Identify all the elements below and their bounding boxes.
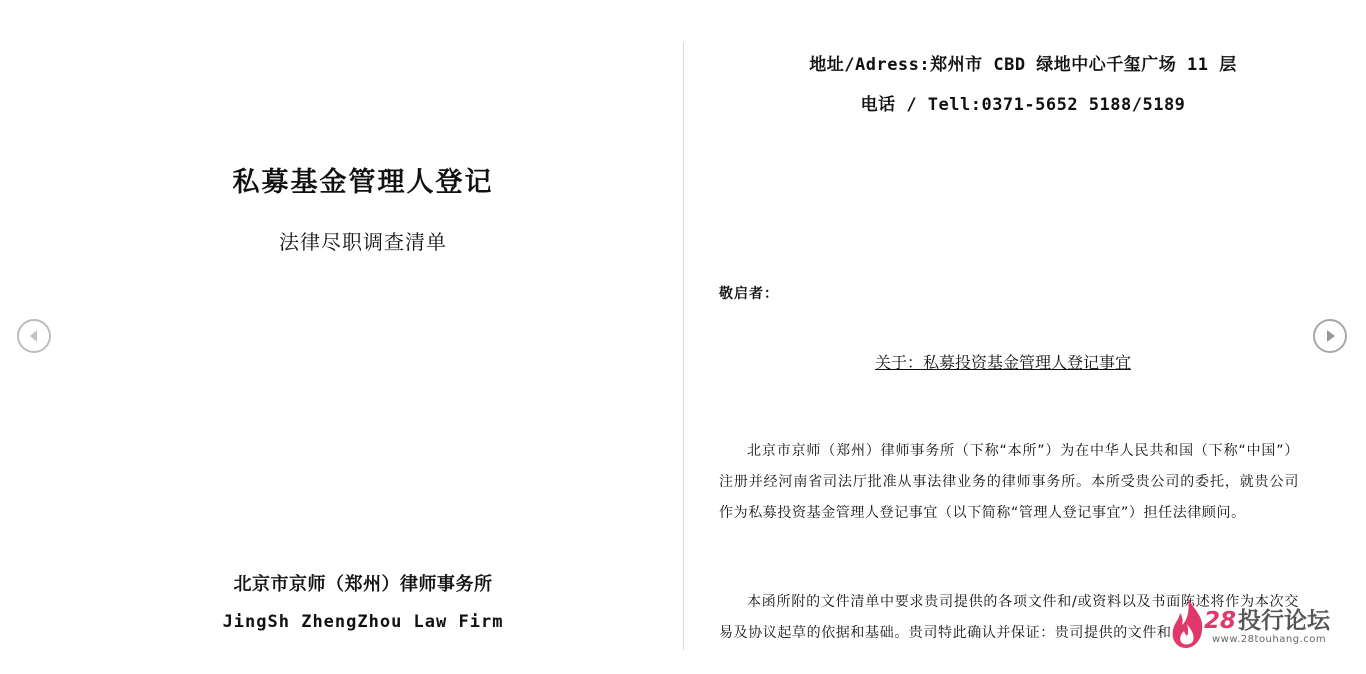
- chevron-left-icon: [19, 321, 49, 351]
- letter-paragraph-2: 本函所附的文件清单中要求贵司提供的各项文件和/或资料以及书面陈述将作为本次交易及协议起草的依据和基础。贵司特此确认并保证：贵司提供的文件和: [719, 594, 1299, 641]
- site-watermark: [1168, 596, 1344, 652]
- letter-greeting: 敬启者：: [719, 286, 779, 302]
- watermark-brand-number: 28: [1204, 608, 1237, 634]
- document-title: 私募基金管理人登记: [232, 167, 494, 198]
- letter-paragraph-1: 北京市京师（郑州）律师事务所（下称“本所”）为在中华人民共和国（下称“中国”）注册并经河南省司法厅批准从事法律业务的律师事务所。本所受贵公司的委托，就贵公司作为私募投资基金管理人登记事宜（以下简称“管理人登记事宜”）担任法律顾问。: [719, 443, 1299, 521]
- prev-page-button[interactable]: [17, 319, 51, 353]
- page-divider: [683, 42, 684, 650]
- firm-name-cn: 北京市京师（郑州）律师事务所: [233, 574, 493, 595]
- firm-phone: 电话 / Tell:0371-5652 5188/5189: [860, 95, 1186, 115]
- firm-name-en: JingSh ZhengZhou Law Firm: [222, 612, 504, 632]
- play-right-icon: [1315, 321, 1345, 351]
- watermark-brand: [1204, 602, 1330, 635]
- watermark-brand-text: 投行论坛: [1238, 608, 1331, 634]
- watermark-url: www.28touhang.com: [1212, 634, 1327, 645]
- next-page-button[interactable]: [1313, 319, 1347, 353]
- document-subtitle: 法律尽职调查清单: [279, 230, 447, 254]
- firm-address: 地址/Adress:郑州市 CBD 绿地中心千玺广场 11 层: [809, 55, 1237, 75]
- letter-subject: 关于：私募投资基金管理人登记事宜: [874, 353, 1131, 372]
- flame-logo-icon: [1168, 596, 1208, 650]
